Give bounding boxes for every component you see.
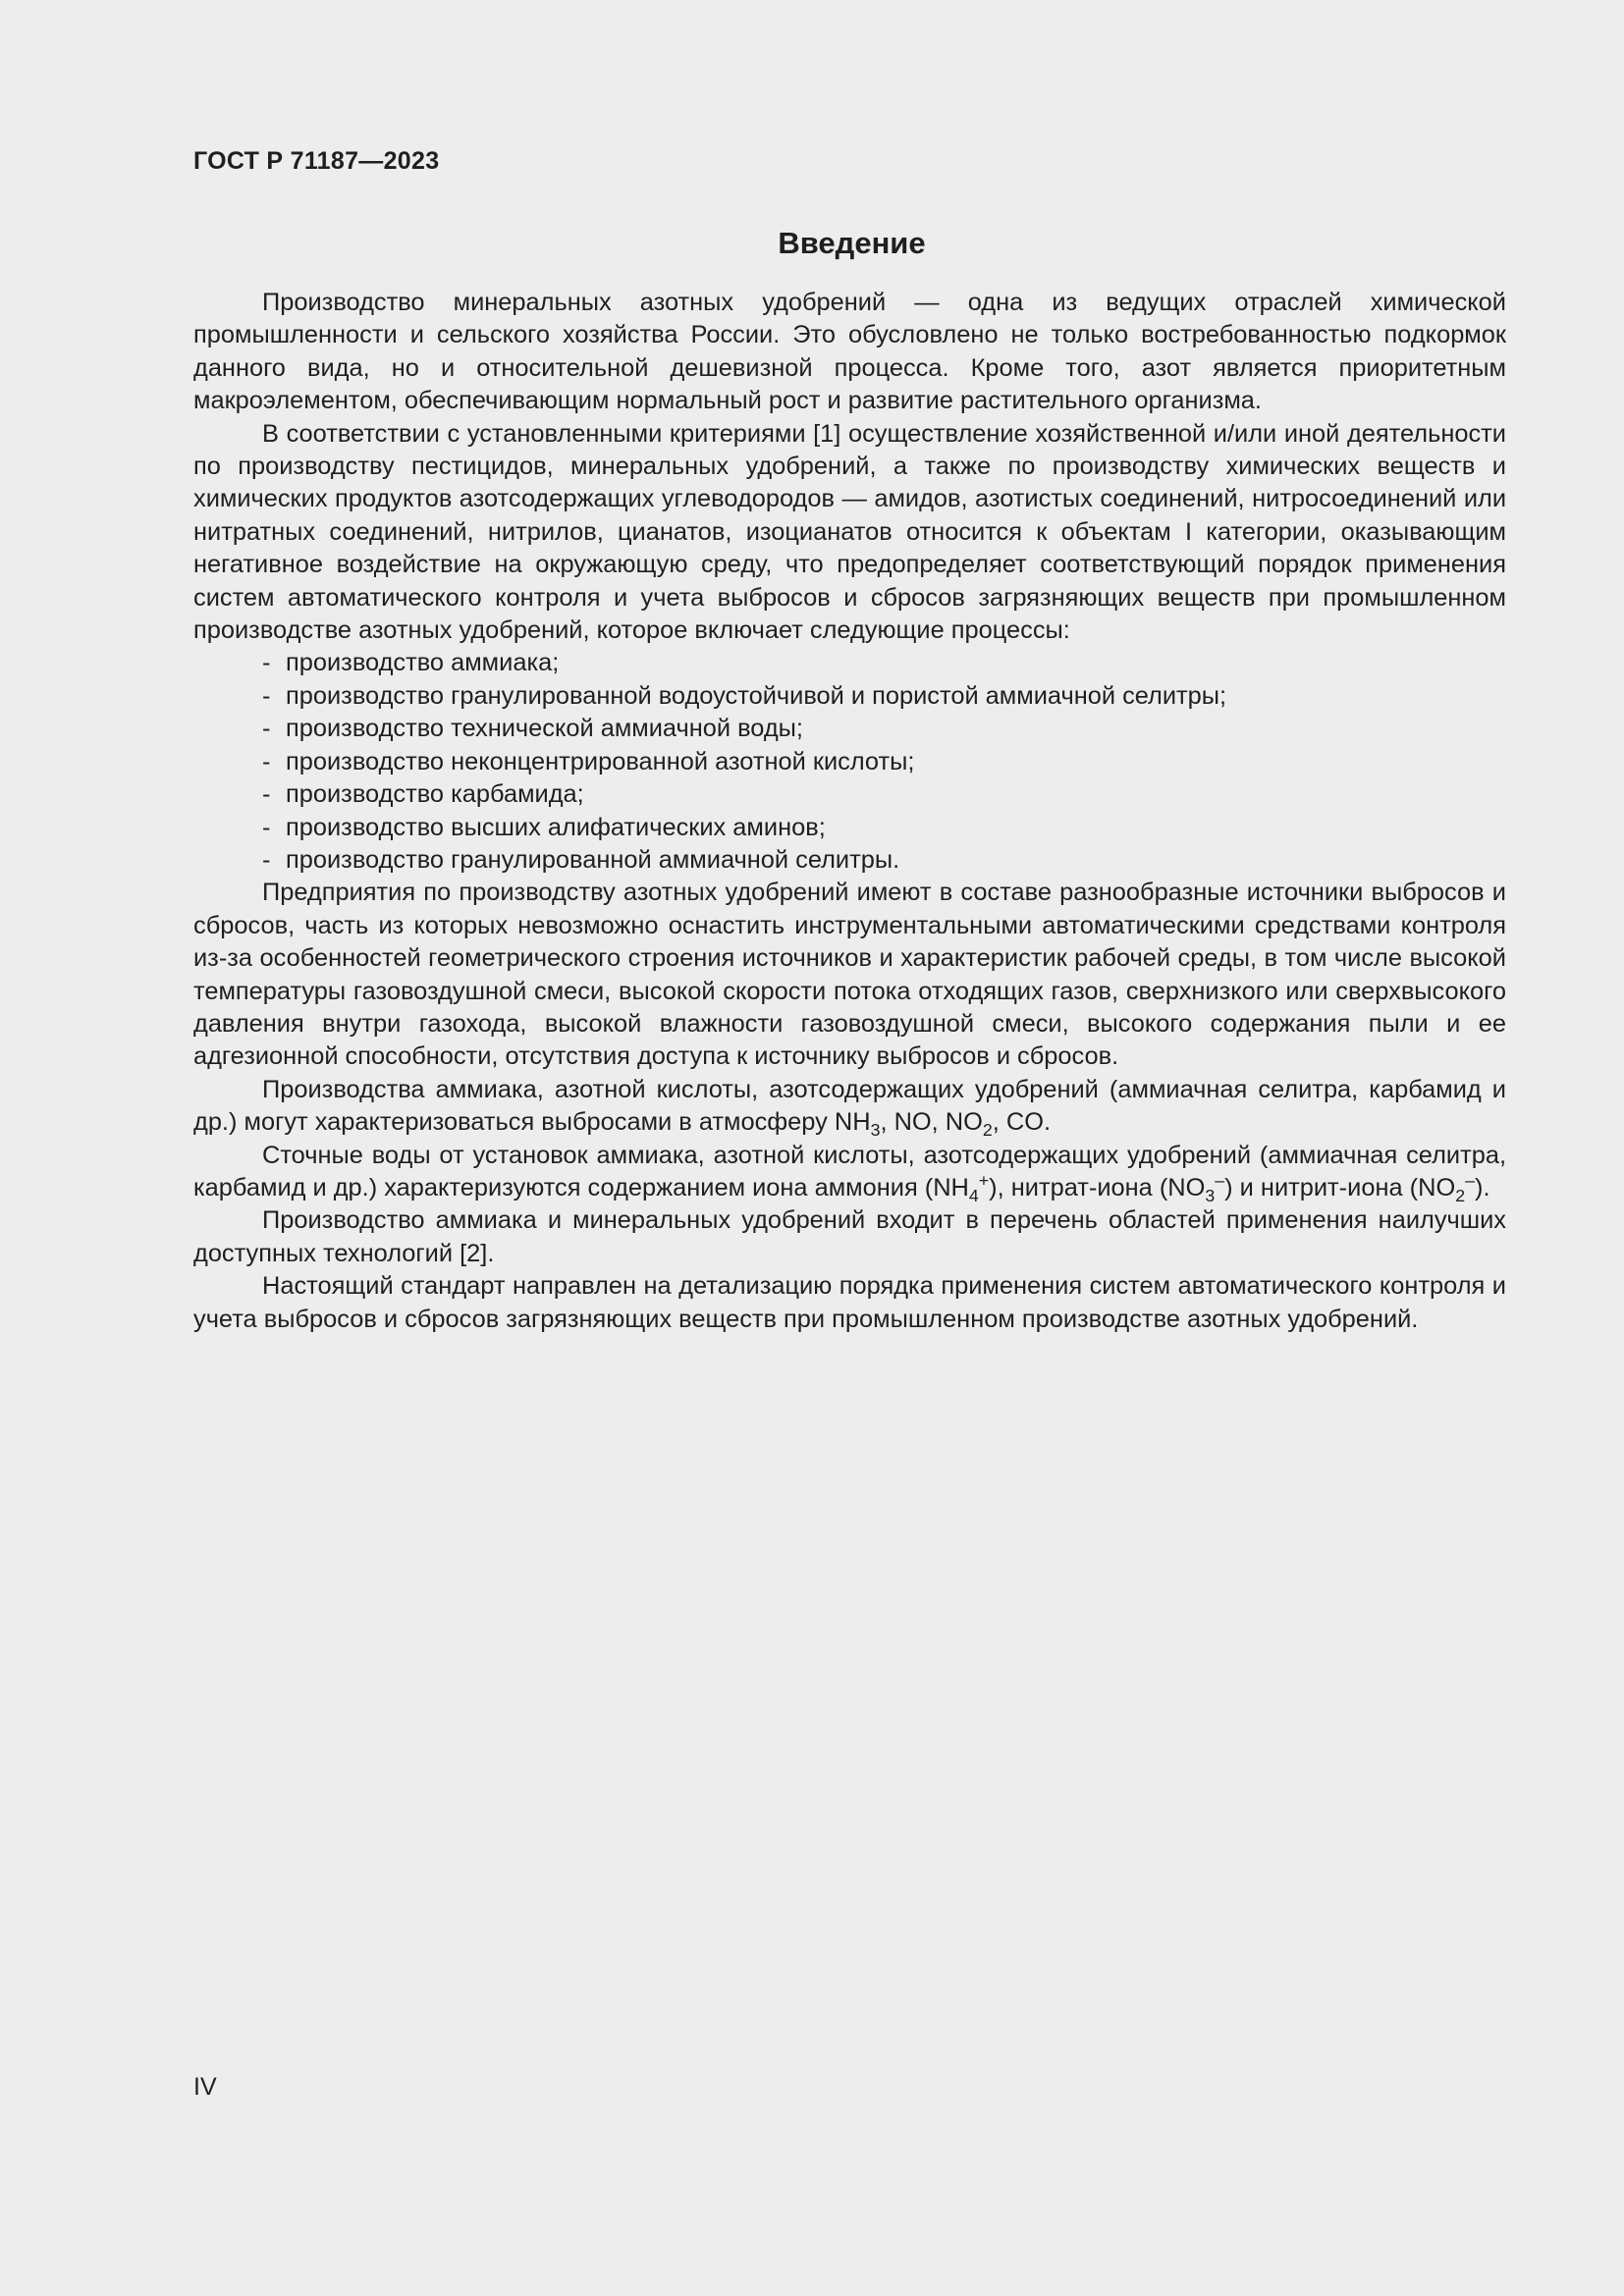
- paragraph-purpose: Настоящий стандарт направлен на детализацию порядка применения систем автоматического контроля и учета выбросов и сбросов загрязняющих веществ при промышленном производстве азотных удобрений.: [193, 1272, 1506, 1333]
- page-number: IV: [193, 2073, 217, 2101]
- list-marker: -: [262, 715, 271, 743]
- list-item-text: производство высших алифатических аминов;: [286, 813, 826, 841]
- list-item-text: производство гранулированной водоустойчивой и пористой аммиачной селитры;: [286, 681, 1227, 710]
- list-item: [193, 713, 1506, 745]
- list-item: [193, 812, 1506, 844]
- paragraph-emissions: Производства аммиака, азотной кислоты, азотсодержащих удобрений (аммиачная селитра, карбамид и др.) могут характеризоваться выбросами в атмосферу $NH_3$, NO, $NO_2$, CO.: [193, 1075, 1506, 1141]
- paragraph-wastewater: Сточные воды от установок аммиака, азотной кислоты, азотсодержащих удобрений (аммиачная селитра, карбамид и др.) характеризуются содержанием иона аммония $(NH_4^+)$, нитрат-иона $(NO_3^-)$ и нитрит-иона $(NO_2^-)$.: [193, 1141, 1506, 1206]
- paragraph-bat: Производство аммиака и минеральных удобрений входит в перечень областей применения наилучших доступных технологий [2].: [193, 1206, 1506, 1267]
- list-marker: -: [262, 649, 271, 677]
- section-title: Введение: [778, 226, 926, 260]
- list-marker: -: [262, 813, 271, 841]
- introduction-body: [193, 287, 1506, 1336]
- list-item: [193, 680, 1506, 713]
- paragraph-intro: Производство минеральных азотных удобрений — одна из ведущих отраслей химической промышленности и сельского хозяйства России. Это обусловлено не только востребованностью подкормок данного вида, но и относительной дешевизной процесса. Кроме того, азот является приоритетным макроэлементом, обеспечивающим нормальный рост и развитие растительного организма.: [193, 289, 1506, 415]
- list-item-text: производство технической аммиачной воды;: [286, 715, 803, 743]
- list-item-text: производство гранулированной аммиачной селитры.: [286, 845, 900, 874]
- document-code: ГОСТ Р 71187—2023: [193, 147, 440, 175]
- list-item: [193, 647, 1506, 679]
- list-marker: -: [262, 747, 271, 775]
- list-marker: -: [262, 845, 271, 874]
- paragraph-sources: Предприятия по производству азотных удобрений имеют в составе разнообразные источники выбросов и сбросов, часть из которых невозможно оснастить инструментальными автоматическими средствами контроля из-за особенностей геометрического строения источников и характеристик рабочей среды, в том числе высокой температуры газовоздушной смеси, высокой скорости потока отходящих газов, сверхнизкого или сверхвысокого давления внутри газохода, высокой влажности газовоздушной смеси, высокого содержания пыли и ее адгезионной способности, отсутствия доступа к источнику выбросов и сбросов.: [193, 879, 1506, 1071]
- paragraph-criteria: В соответствии с установленными критериями [1] осуществление хозяйственной и/или иной деятельности по производству пестицидов, минеральных удобрений, а также по производству химических веществ и химических продуктов азотсодержащих углеводородов — амидов, азотистых соединений, нитросоединений или нитратных соединений, нитрилов, цианатов, изоцианатов относится к объектам I категории, оказывающим негативное воздействие на окружающую среду, что предопределяет соответствующий порядок применения систем автоматического контроля и учета выбросов и сбросов загрязняющих веществ при промышленном производстве азотных удобрений, которое включает следующие процессы:: [193, 419, 1506, 645]
- process-list: [193, 647, 1506, 877]
- list-item: [193, 746, 1506, 778]
- list-item-text: производство аммиака;: [286, 649, 560, 677]
- list-item: [193, 778, 1506, 811]
- list-item: [193, 844, 1506, 877]
- list-marker: -: [262, 681, 271, 710]
- list-marker: -: [262, 780, 271, 809]
- list-item-text: производство неконцентрированной азотной кислоты;: [286, 747, 915, 775]
- list-item-text: производство карбамида;: [286, 780, 584, 809]
